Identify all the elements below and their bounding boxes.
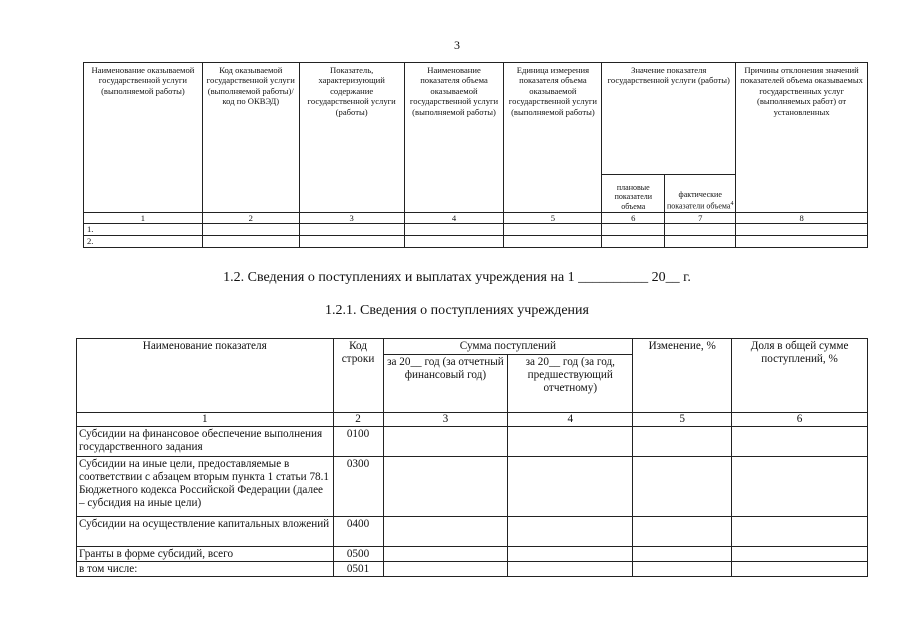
t2-row-label: Гранты в форме субсидий, всего — [77, 547, 334, 562]
t2-header-code: Код строки — [333, 339, 383, 413]
t2-header-change: Изменение, % — [633, 339, 732, 413]
t1-col-number: 4 — [404, 213, 504, 224]
t2-col-number: 2 — [333, 413, 383, 427]
t2-row-code: 0501 — [333, 562, 383, 577]
table-row — [77, 562, 868, 577]
t1-row-number: 2. — [84, 236, 203, 248]
t1-subheader-planned: плановые показатели объема — [602, 175, 665, 213]
t2-col-number: 6 — [732, 413, 868, 427]
t1-col-number: 3 — [299, 213, 404, 224]
t2-row-label: Субсидии на осуществление капитальных вложений — [77, 517, 334, 547]
t2-header-sum-reporting: за 20__ год (за отчетный финансовый год) — [383, 355, 508, 413]
services-volume-table — [83, 62, 868, 248]
t1-col-number: 1 — [84, 213, 203, 224]
table-row — [84, 236, 868, 248]
section-heading-1-2-1: 1.2.1. Сведения о поступлениях учреждения — [325, 303, 589, 318]
page-number: 3 — [454, 38, 460, 52]
t2-col-number: 3 — [383, 413, 508, 427]
t1-col-number: 8 — [736, 213, 868, 224]
t1-subheader-actual — [665, 175, 736, 213]
t1-col-number: 7 — [665, 213, 736, 224]
t1-header-content-indicator: Показатель, характеризующий содержание государственной услуги (работы) — [299, 63, 404, 213]
receipts-table — [76, 338, 868, 577]
t1-header-service-code: Код оказываемой государственной услуги (выполняемой работы)/код по ОКВЭД) — [202, 63, 299, 213]
t2-header-share: Доля в общей сумме поступлений, % — [732, 339, 868, 413]
footnote-mark: 4 — [730, 200, 734, 207]
t2-row-label: Субсидии на финансовое обеспечение выполнения государственного задания — [77, 427, 334, 457]
table-row — [77, 457, 868, 517]
table-row — [77, 547, 868, 562]
t2-header-sum: Сумма поступлений — [383, 339, 633, 355]
t2-header-sum-previous: за 20__ год (за год, предшествующий отчетному) — [508, 355, 633, 413]
t1-col-number: 2 — [202, 213, 299, 224]
t2-header-name: Наименование показателя — [77, 339, 334, 413]
t2-row-code: 0500 — [333, 547, 383, 562]
t1-col-number: 5 — [504, 213, 602, 224]
t1-header-volume-indicator: Наименование показателя объема оказываемой государственной услуги (выполняемой работы) — [404, 63, 504, 213]
t1-header-value: Значение показателя государственной услуги (работы) — [602, 63, 736, 175]
t2-row-code: 0100 — [333, 427, 383, 457]
table-row — [77, 427, 868, 457]
t1-header-unit: Единица измерения показателя объема оказываемой государственной услуги (выполняемой работы) — [504, 63, 602, 213]
table-row — [77, 517, 868, 547]
t1-header-deviation-reasons: Причины отклонения значений показателей объема оказываемых государственных услуг (выполняемых работ) от установленных — [736, 63, 868, 213]
t2-col-number: 4 — [508, 413, 633, 427]
t2-col-number: 1 — [77, 413, 334, 427]
t1-row-number: 1. — [84, 224, 203, 236]
table-row — [84, 224, 868, 236]
t2-row-code: 0400 — [333, 517, 383, 547]
t2-row-label: Субсидии на иные цели, предоставляемые в соответствии с абзацем вторым пункта 1 статьи 78.1 Бюджетного кодекса Российской Федерации (далее – субсидия на иные цели) — [77, 457, 334, 517]
t1-col-number: 6 — [602, 213, 665, 224]
t1-subheader-actual-text: фактические показатели объема — [666, 190, 731, 211]
t2-row-code: 0300 — [333, 457, 383, 517]
t2-row-label: в том числе: — [77, 562, 334, 577]
t2-col-number: 5 — [633, 413, 732, 427]
t1-header-service-name: Наименование оказываемой государственной услуги (выполняемой работы) — [84, 63, 203, 213]
section-heading-1-2: 1.2. Сведения о поступлениях и выплатах учреждения на 1 __________ 20__ г. — [223, 270, 691, 285]
